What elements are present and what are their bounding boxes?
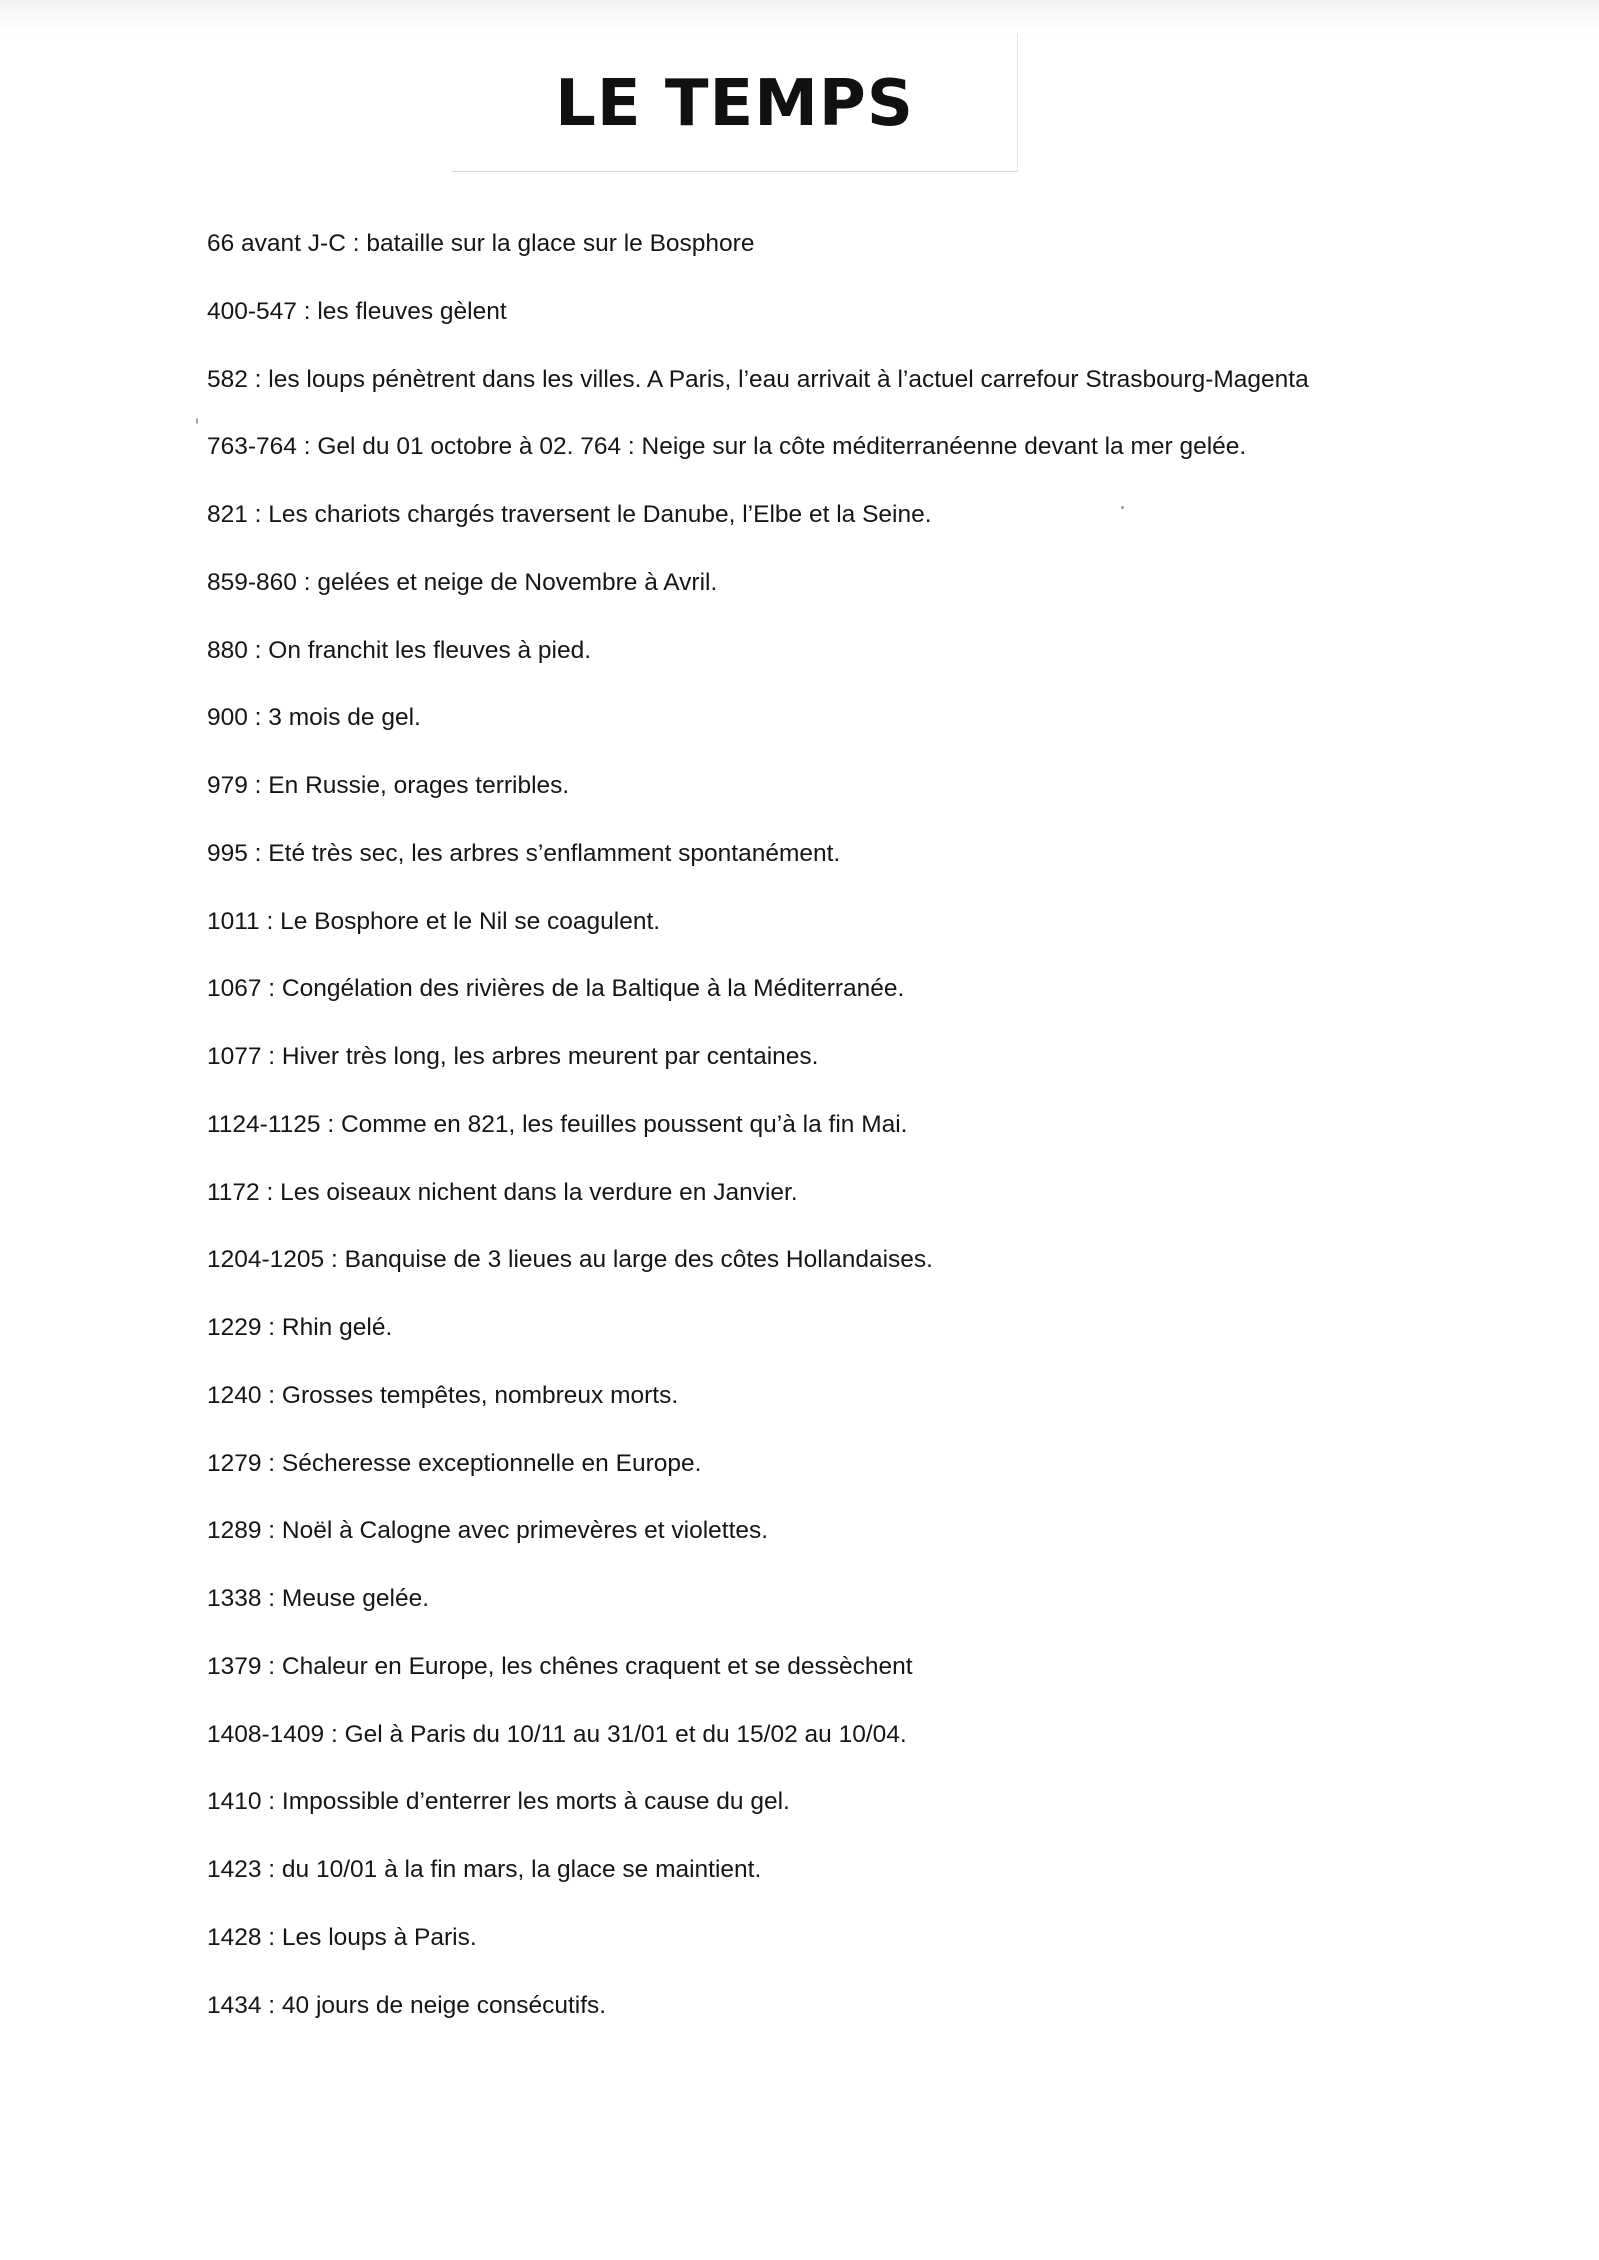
chronology-entry: 1124-1125 : Comme en 821, les feuilles poussent qu’à la fin Mai. — [207, 1110, 908, 1138]
scan-shadow — [0, 0, 1599, 34]
chronology-entry: 1240 : Grosses tempêtes, nombreux morts. — [207, 1381, 679, 1409]
chronology-entry: 1279 : Sécheresse exceptionnelle en Europe. — [207, 1449, 702, 1477]
chronology-entry: 1204-1205 : Banquise de 3 lieues au large des côtes Hollandaises. — [207, 1246, 933, 1274]
chronology-list — [207, 228, 1507, 2057]
chronology-entry: 1434 : 40 jours de neige consécutifs. — [207, 1991, 607, 2019]
chronology-entry: 995 : Eté très sec, les arbres s’enflamment spontanément. — [207, 839, 841, 867]
chronology-entry: 1408-1409 : Gel à Paris du 10/11 au 31/01 et du 15/02 au 10/04. — [207, 1720, 907, 1748]
chronology-entry: 859-860 : gelées et neige de Novembre à Avril. — [207, 568, 718, 596]
chronology-entry: 582 : les loups pénètrent dans les villes. A Paris, l’eau arrivait à l’actuel carrefour Strasbourg-Magenta — [207, 365, 1309, 393]
title-box — [452, 34, 1018, 172]
chronology-entry: 1077 : Hiver très long, les arbres meurent par centaines. — [207, 1043, 819, 1070]
chronology-entry: 400-547 : les fleuves gèlent — [207, 297, 507, 325]
chronology-entry: 66 avant J-C : bataille sur la glace sur le Bosphore — [207, 230, 755, 257]
scan-speck — [1121, 506, 1124, 509]
chronology-entry: 1410 : Impossible d’enterrer les morts à cause du gel. — [207, 1788, 790, 1816]
chronology-entry: 1011 : Le Bosphore et le Nil se coagulent. — [207, 907, 661, 935]
chronology-entry: 979 : En Russie, orages terribles. — [207, 772, 570, 799]
chronology-entry: 1379 : Chaleur en Europe, les chênes craquent et se dessèchent — [207, 1652, 913, 1680]
chronology-entry: 900 : 3 mois de gel. — [207, 704, 421, 732]
chronology-entry: 1172 : Les oiseaux nichent dans la verdure en Janvier. — [207, 1178, 798, 1206]
chronology-entry: 1338 : Meuse gelée. — [207, 1585, 430, 1612]
scan-speck — [196, 418, 198, 424]
chronology-entry: 821 : Les chariots chargés traversent le Danube, l’Elbe et la Seine. — [207, 501, 932, 528]
chronology-entry: 1067 : Congélation des rivières de la Baltique à la Méditerranée. — [207, 975, 905, 1003]
page-title: LE TEMPS — [555, 67, 914, 141]
chronology-entry: 763-764 : Gel du 01 octobre à 02. 764 : Neige sur la côte méditerranéenne devant la mer gelée. — [207, 433, 1247, 461]
chronology-entry: 1423 : du 10/01 à la fin mars, la glace se maintient. — [207, 1856, 762, 1883]
chronology-entry: 1289 : Noël à Calogne avec primevères et violettes. — [207, 1517, 769, 1545]
chronology-entry: 880 : On franchit les fleuves à pied. — [207, 636, 592, 664]
chronology-entry: 1428 : Les loups à Paris. — [207, 1923, 477, 1951]
chronology-entry: 1229 : Rhin gelé. — [207, 1314, 393, 1341]
